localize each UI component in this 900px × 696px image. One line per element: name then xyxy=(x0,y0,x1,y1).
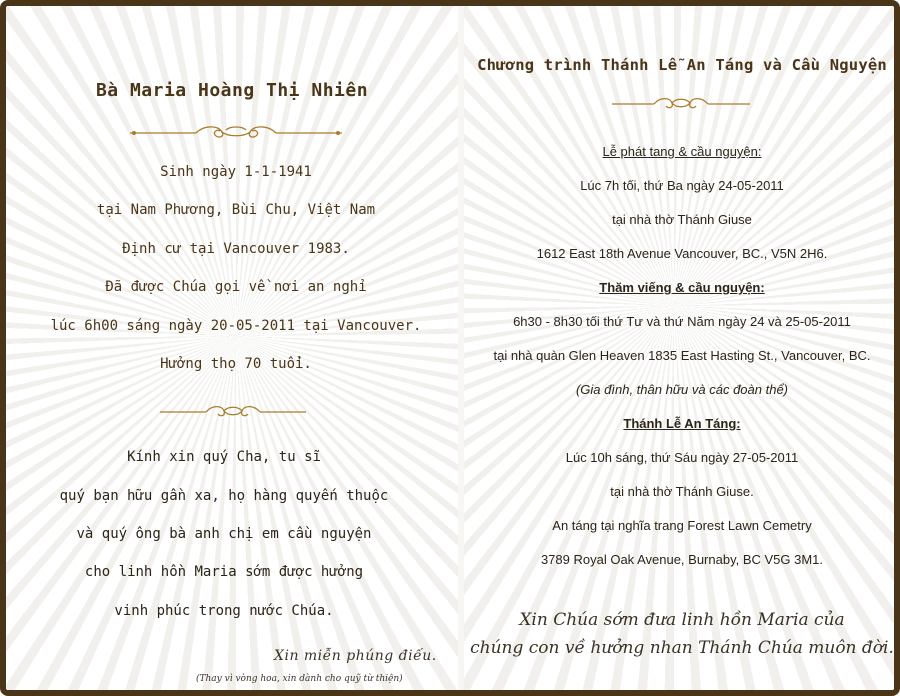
no-flowers-text: Xin miễn phúng điếu. xyxy=(274,648,437,664)
section-heading-mourning: Lễ phát tang & cầu nguyện: xyxy=(602,144,762,159)
section-line: 1612 East 18th Avenue Vancouver, BC., V5N 2H6. xyxy=(536,246,828,261)
section-heading-visitation: Thăm viếng & cầu nguyện: xyxy=(599,280,765,295)
section-line: 6h30 - 8h30 tối thứ Tư và thứ Năm ngày 24 và 25-05-2011 xyxy=(513,314,851,329)
bio-line: Sinh ngày 1-1-1941 xyxy=(160,164,312,180)
section-line: 3789 Royal Oak Avenue, Burnaby, BC V5G 3M1. xyxy=(540,552,824,567)
bio-line: lúc 6h00 sáng ngày 20-05-2011 tại Vancouver. xyxy=(50,318,422,334)
bio-line: Đã được Chúa gọi về nơi an nghỉ xyxy=(105,279,367,295)
section-heading-funeral-mass: Thánh Lễ An Táng: xyxy=(623,416,741,431)
section-line: (Gia đình, thân hữu và các đoàn thể) xyxy=(575,382,789,397)
prayer-line: quý bạn hữu gần xa, họ hàng quyến thuộc xyxy=(59,488,389,504)
right-panel xyxy=(464,6,894,690)
section-line: An táng tại nghĩa trang Forest Lawn Cemetry xyxy=(552,518,812,533)
prayer-line: vinh phúc trong nước Chúa. xyxy=(114,603,334,619)
section-line: Lúc 7h tối, thứ Ba ngày 24-05-2011 xyxy=(580,178,784,193)
flourish-ornament-icon xyxy=(610,96,752,112)
flourish-ornament-icon xyxy=(158,404,308,420)
bio-line: tại Nam Phương, Bùi Chu, Việt Nam xyxy=(96,202,376,218)
flourish-ornament-icon xyxy=(126,123,346,141)
section-line: tại nhà quàn Glen Heaven 1835 East Hasting St., Vancouver, BC. xyxy=(493,348,871,363)
prayer-line: cho linh hồn Maria sớm được hưởng xyxy=(84,564,364,580)
prayer-line: và quý ông bà anh chị em cầu nguyện xyxy=(76,526,372,542)
deceased-name: Bà Maria Hoàng Thị Nhiên xyxy=(95,80,369,101)
bio-line: Định cư tại Vancouver 1983. xyxy=(122,241,350,257)
section-line: tại nhà thờ Thánh Giuse. xyxy=(610,484,754,499)
left-panel xyxy=(6,6,458,690)
section-line: tại nhà thờ Thánh Giuse xyxy=(612,212,752,227)
no-flowers-note: (Thay vì vòng hoa, xin dành cho quỹ từ thiện) xyxy=(196,674,403,684)
prayer-line: Kính xin quý Cha, tu sĩ xyxy=(127,449,321,465)
closing-prayer-line: chúng con về hưởng nhan Thánh Chúa muôn đời. xyxy=(470,638,894,658)
section-line: Lúc 10h sáng, thứ Sáu ngày 27-05-2011 xyxy=(565,450,799,465)
closing-prayer-line: Xin Chúa sớm đưa linh hồn Maria của xyxy=(519,610,845,630)
program-title: Chương trình Thánh Lễ An Táng và Cầu Nguyện xyxy=(477,56,887,74)
bio-line: Hưởng thọ 70 tuổi. xyxy=(160,356,312,372)
